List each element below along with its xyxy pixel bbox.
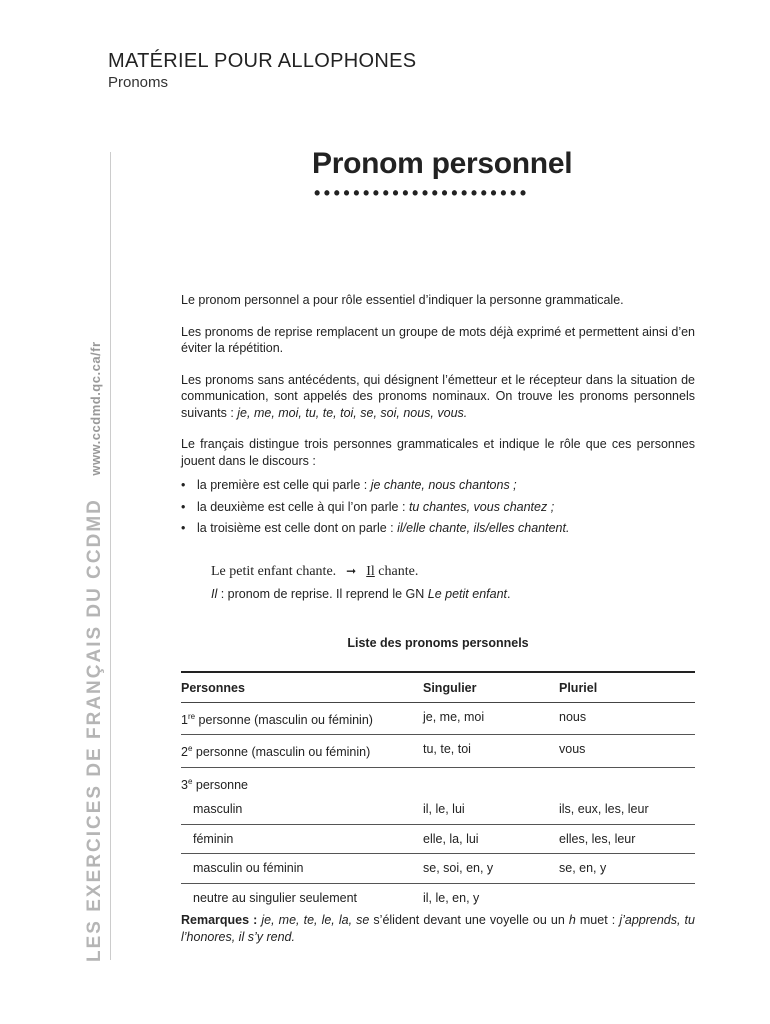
table-row [181, 795, 695, 824]
table-row [181, 854, 695, 884]
person-cell: neutre au singulier seulement [193, 890, 357, 905]
example-pronoun: Il [366, 563, 375, 579]
example-note-gn: Le petit enfant [427, 587, 507, 601]
example-note-pronoun: Il [211, 587, 218, 601]
person-cell: masculin ou féminin [193, 861, 304, 876]
example-sentence [211, 563, 695, 581]
intro-paragraph-3 [181, 372, 695, 422]
singular-cell: il, le, lui [423, 802, 465, 817]
singular-cell: il, le, en, y [423, 890, 480, 905]
person-cell: masculin [193, 802, 243, 817]
header-title: MATÉRIEL POUR ALLOPHONES [108, 50, 417, 72]
intro-paragraph-4: Le français distingue trois personnes grammaticales et indique le rôle que ces personnes jouent dans le discours : [181, 437, 695, 468]
person-cell: 1re personne (masculin ou féminin) [181, 711, 373, 727]
column-header: Personnes [181, 681, 245, 695]
person-list [181, 477, 695, 537]
plural-cell: vous [559, 742, 586, 757]
example-note [211, 586, 695, 603]
remarks [181, 912, 695, 945]
person-cell: féminin [193, 831, 234, 846]
singular-cell: je, me, moi [423, 709, 485, 724]
list-item [181, 499, 695, 516]
remarks-text: s’élident devant une voyelle ou un [369, 913, 569, 928]
list-item-text: la première est celle qui parle : [197, 478, 371, 492]
table-row [181, 883, 695, 912]
singular-cell [423, 767, 559, 795]
side-banner-title: LES EXERCICES DE FRANÇAIS DU CCDMD [84, 498, 105, 962]
page-title: Pronom personnel [312, 147, 573, 180]
plural-cell: se, en, y [559, 861, 607, 876]
person-cell: 3e personne [181, 776, 249, 792]
remarks-h: h [568, 913, 576, 928]
arrow-icon: ➞ [346, 563, 357, 578]
table-title: Liste des pronoms personnels [347, 635, 529, 650]
plural-cell: ils, eux, les, leur [559, 802, 649, 817]
table-row [181, 735, 695, 768]
plural-cell: nous [559, 709, 587, 724]
person-cell: 2e personne (masculin ou féminin) [181, 744, 371, 760]
list-item-text: la deuxième est celle à qui l’on parle : [197, 499, 409, 514]
singular-cell: elle, la, lui [423, 831, 479, 846]
remarks-label: Remarques : [181, 913, 262, 928]
remarks-examples: j’apprends, tu l’honores, il s’y rend. [181, 913, 695, 944]
intro-paragraph-2: Les pronoms de reprise remplacent un groupe de mots déjà exprimé et permettent ainsi d’en éviter la répétition. [181, 324, 695, 355]
remarks-pronouns: je, me, te, le, la, se [261, 913, 370, 928]
column-header: Singulier [423, 681, 477, 695]
side-divider [110, 152, 111, 960]
list-item [181, 520, 695, 537]
plural-cell: elles, les, leur [559, 831, 636, 846]
main-content [181, 292, 695, 960]
side-banner [84, 341, 106, 962]
list-item-example: tu chantes, vous chantez ; [408, 499, 555, 514]
remarks-text-2: muet : [575, 913, 620, 928]
singular-cell: tu, te, toi [423, 742, 471, 757]
table-row [181, 824, 695, 854]
column-header: Pluriel [559, 681, 598, 695]
intro-paragraph-3-text: Les pronoms sans antécédents, qui désignent l’émetteur et le récepteur dans la situation de communication, sont appelés des pronoms nominaux. On trouve les pronoms personnels suivants : [181, 372, 695, 420]
intro-paragraph-1: Le pronom personnel a pour rôle essentiel d’indiquer la personne grammaticale. [181, 293, 624, 307]
example-note-end: . [507, 587, 511, 601]
table-row [181, 702, 695, 735]
list-item-example: je chante, nous chantons ; [370, 478, 517, 492]
table-header-row [181, 672, 695, 702]
header-subtitle: Pronoms [108, 74, 169, 91]
plural-cell [559, 883, 695, 912]
example-result: chante. [374, 563, 419, 579]
list-item-example: il/elle chante, ils/elles chantent. [397, 521, 570, 535]
pronoun-table [181, 671, 695, 912]
example-source: Le petit enfant chante. [211, 563, 337, 579]
plural-cell [559, 767, 695, 795]
side-banner-url[interactable]: www.ccdmd.qc.ca/fr [88, 341, 103, 476]
table-row [181, 767, 695, 795]
singular-cell: se, soi, en, y [423, 861, 494, 876]
list-item [181, 477, 695, 494]
example-note-text: : pronom de reprise. Il reprend le GN [217, 587, 428, 601]
title-dotted-rule: •••••••••••••••••••••• [314, 183, 530, 203]
intro-paragraph-3-pronouns: je, me, moi, tu, te, toi, se, soi, nous, vous. [237, 405, 468, 420]
list-item-text: la troisième est celle dont on parle : [197, 521, 398, 535]
